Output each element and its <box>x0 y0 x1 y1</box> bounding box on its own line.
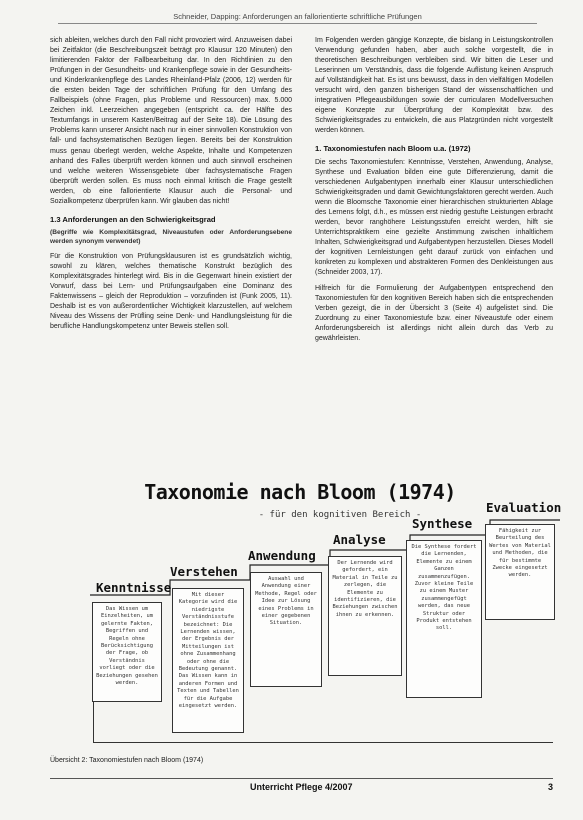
bloom-taxonomy-figure <box>90 480 560 820</box>
step-box-verstehen <box>172 588 244 733</box>
step-title-kenntnisse: Kenntnisse <box>96 580 172 595</box>
step-description-verstehen: Mit dieser Kategorie wird die niedrigste Verständnisstufe bezeichnet: Die Lernenden wissen, der Ergebnis der Mitteilungen ist ohne Zusammenhang oder ohne die Bedeutung genannt. Das Wissen kann in anderen Formen und Texten und Tabellen für die Aufgabe eingesetzt werden. <box>177 592 239 710</box>
step-title-verstehen: Verstehen <box>170 564 238 579</box>
step-description-evaluation: Fähigkeit zur Beurteilung des Wertes von Material und Methoden, die für bestimmte Zwecke eingesetzt werden. <box>489 528 551 579</box>
footer-journal: Unterricht Pflege 4/2007 <box>250 782 353 792</box>
stair-base <box>93 742 553 743</box>
figure-subtitle: - für den kognitiven Bereich - <box>258 510 422 520</box>
right-column <box>315 36 553 350</box>
step-description-anwendung: Auswahl und Anwendung einer Methode, Regel oder Idee zur Lösung eines Problems in einer gegebenen Situation. <box>255 576 317 627</box>
section-heading-taxonomie: 1. Taxonomiestufen nach Bloom u.a. (1972) <box>315 144 471 154</box>
figure-caption: Übersicht 2: Taxonomiestufen nach Bloom (1974) <box>50 757 204 764</box>
step-box-synthese <box>406 540 482 698</box>
page-footer <box>50 778 553 799</box>
step-box-anwendung <box>250 572 322 687</box>
step-box-analyse <box>328 556 402 676</box>
running-head: Schneider, Dapping: Anforderungen an fallorientierte schriftliche Prüfungen <box>58 12 537 24</box>
right-paragraph-3: Hilfreich für die Formulierung der Aufgabentypen entsprechend den Taxonomiestufen für den kognitiven Bereich haben sich die entsprechenden Verben gezeigt, die in der Übersicht 3 (Seite 4) aufgelistet sind. Die Zuordnung zu einer Taxonomiestufe bzw. einer Niveaustufe oder einem Anforderungsbereich ist allerdings nicht allein durch das Verb zu gewährleisten. <box>315 285 553 343</box>
right-paragraph-2: Die sechs Taxonomiestufen: Kenntnisse, Verstehen, Anwendung, Analyse, Synthese und Evaluation bilden eine gute Differenzierung, damit die verschiedenen Aufgabentypen innerhalb einer Klausur unterschiedlichen Schwierigkeitsgraden und damit Gewichtungsfaktoren gerecht werden. Auch wenn die Bloomsche Taxonomie einer hierarchischen strukturierten Ablage des Lernens folgt, d.h., es müssen erst niedrig gestufte Leistungen erbracht werden, bevor ranghöhere Leistungsstufen erreicht werden, hilft sie Unterrichtspraktikern eine gezielte Anstimmung zwischen inhaltlichem Inhalten, Schwierigkeitsgrad und Aufgabentypen herzustellen. Dieses Modell der kognitiven Lernleistungen geht darauf zurück von einfachen und konkreten zu komplexen und abstrakteren Formen des Denkleistungen aus (Schneider 2003, 17). <box>315 158 553 277</box>
step-title-synthese: Synthese <box>412 516 473 531</box>
right-paragraph-1: Im Folgenden werden gängige Konzepte, die bislang in Leistungskontrollen Verwendung gefunden haben, aber auch solche vorgestellt, die in theoretischen Beschreibungen verbleiben sind. Wir bitten die Leser und Leserinnen um Verständnis, dass die folgende Auflistung keinen Anspruch auf Vollständigkeit hat. Es ist uns bewusst, dass in den vielfältigen Modellen versucht wird, den ganzen bisherigen Stand der wissenschaftlichen und integrativen Pflegeausbildungen sowie der curricularen Modellversuchen eigene Konzepte zur Überprüfung der Komplexität bzw. des Schwierigkeitsgrades zu entwickeln, die aus Platzgründen nicht vorgestellt werden können. <box>315 37 553 135</box>
step-description-synthese: Die Synthese fordert die Lernenden, Elemente zu einem Ganzen zusammenzufügen. Zuvor kleine Teile zu einem Muster zusammengefügt werden, das neue Struktur oder Produkt entstehen soll. <box>411 544 477 632</box>
step-description-kenntnisse: Das Wissen um Einzelheiten, um gelernte Fakten, Begriffen und Regeln ohne Berücksichtigung der Frage, ob Verständnis vorliegt oder die Beziehungen gesehen werden. <box>96 606 158 687</box>
step-title-anwendung: Anwendung <box>248 548 316 563</box>
section-subheading: (Begriffe wie Komplexitätsgrad, Niveaustufen oder Anforderungsebene werden synonym verwendet) <box>50 228 292 245</box>
step-box-evaluation <box>485 524 555 620</box>
left-column <box>50 36 292 338</box>
step-description-analyse: Der Lernende wird gefordert, ein Material in Teile zu zerlegen, die Elemente zu identifizieren, die Beziehungen zwischen ihnen zu erkennen. <box>332 560 398 618</box>
left-paragraph-2: Für die Konstruktion von Prüfungsklausuren ist es grundsätzlich wichtig, sowohl zu klären, welches thematische Konstrukt bezüglich des Komplexitätsgrades hinterlegt wird. Bis in die Gegenwart hinein existiert der Vorwurf, dass bei Lern- und Prüfungsaufgaben eine Dominanz des Faktenwissens – gleich der Reproduktion – vorzufinden ist (Funk 2005, 11). Deshalb ist es von außerordentlicher Wichtigkeit klarzustellen, auf welchem Niveau des Wissens der Prüfling seine Denk- und Handlungsleistung für die berufliche Handlungskompetenz unter Beweis stellen soll. <box>50 252 292 331</box>
step-title-evaluation: Evaluation <box>486 500 562 515</box>
left-paragraph-1: sich ableiten, welches durch den Fall nicht provoziert wird. Anzuweisen dabei bei Zeitfaktor (die Beschreibungszeit beträgt pro Klausur 120 Minuten) den limitierenden Faktor der Fallbearbeitung dar. In den Richtlinien zu den Prüfungen in der Gesundheits- und Krankenpflege sowie in der Gesundheits- und Kinderkrankenpflege des Landes Rheinland-Pfalz (2006, 12) werden für die ersten beiden Tage der schriftlichen Prüfung für den Umfang des Fallbeispiels (ohne Fragen, plus Probleme und Ressourcen) max. 5.000 Zeichen inkl. Leerzeichen angegeben (entspricht ca. der Hälfte des Textumfangs in unserem Kasten/Beitrag auf der Seite 18). Die Lösung des Problems kann unserer Ansicht nach nur in einer sinnvollen Konstruktion von fall- und fachsystematischen Bezügen liegen. Bereits bei der Konstruktion muss genau überlegt werden, welche Aspekte, Inhalte und Kompetenzen anhand des Falles überprüft werden können und auch sinnvoll erscheinen und welche weiteren Wissensgebiete über fachsystematische Fragen überprüft werden sollen. Es muss noch einmal kritisch die Frage gestellt werden, ob eine fallorientierte Klausur auch die Personal- und Sozialkompetenz überprüfen kann. Wir glauben das nicht! <box>50 37 292 205</box>
step-title-analyse: Analyse <box>333 532 386 547</box>
figure-title: Taxonomie nach Bloom (1974) <box>144 480 456 504</box>
section-heading-1-3: 1.3 Anforderungen an den Schwierigkeitsgrad <box>50 214 216 224</box>
step-box-kenntnisse <box>92 602 162 702</box>
page-number: 3 <box>547 782 553 792</box>
